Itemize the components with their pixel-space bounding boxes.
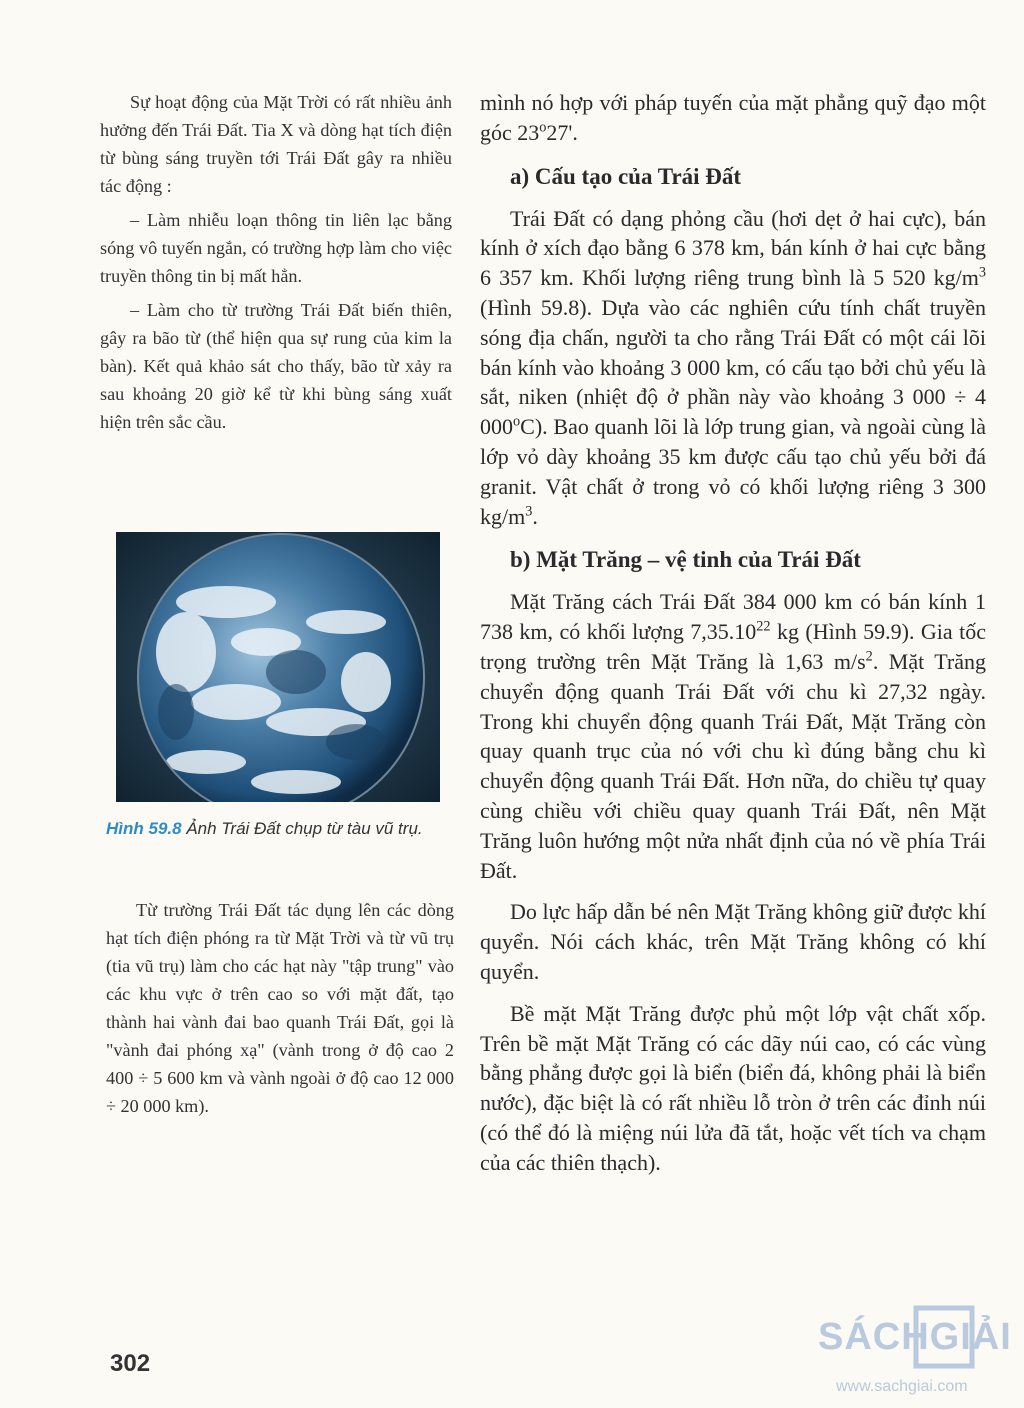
axis-tilt-end: 27'. xyxy=(546,119,578,145)
watermark-logo xyxy=(818,1302,1018,1402)
square-sup: 2 xyxy=(865,648,873,665)
earth-image xyxy=(116,532,440,802)
moon-text-2: kg (Hình 59.9). Gia tốc trọng trường trên Mặt Trăng là 1,63 m/s xyxy=(480,619,986,674)
degree-sup: o xyxy=(539,119,547,136)
left-column-bottom xyxy=(106,896,454,1120)
paragraph-radio-interference: – Làm nhiễu loạn thông tin liên lạc bằng sóng vô tuyến ngắn, có trường hợp làm cho việc truyền thông tin bị mất hẳn. xyxy=(100,210,452,286)
paragraph-solar-activity: Sự hoạt động của Mặt Trời có rất nhiều ảnh hưởng đến Trái Đất. Tia X và dòng hạt tích điện từ bùng sáng truyền tới Trái Đất gây ra nhiều tác động : xyxy=(100,92,452,196)
page-number: 302 xyxy=(110,1350,151,1377)
paragraph-magnetic-storm: – Làm cho từ trường Trái Đất biến thiên, gây ra bão từ (thể hiện qua sự rung của kim la bàn). Kết quả khảo sát cho thấy, bão từ xảy ra sau khoảng 20 giờ kể từ khi bùng sáng xuất hiện trên sắc cầu. xyxy=(100,300,452,432)
figure-caption-text: Ảnh Trái Đất chụp từ tàu vũ trụ. xyxy=(186,819,423,838)
moon-text-3: . Mặt Trăng chuyển động quanh Trái Đất với chu kì 27,32 ngày. Trong khi chuyển động quanh Trái Đất, Mặt Trăng còn quay quanh trục của nó với chu kì đúng bằng chu kì chuyển động quanh Trái Đất. Hơn nữa, do chiều tự quay cùng chiều với chiều quay quanh Trái Đất, nên Mặt Trăng luôn hướng một nửa nhất định của nó về phía Trái Đất. xyxy=(480,648,986,883)
heading-earth-structure: a) Cấu tạo của Trái Đất xyxy=(510,163,742,189)
left-column-top xyxy=(100,88,452,442)
paragraph-moon-surface: Bề mặt Mặt Trăng được phủ một lớp vật chất xốp. Trên bề mặt Mặt Trăng có các dãy núi cao, có các vùng bằng phẳng được gọi là biển (biển đá, không phải là biển nước), đặc biệt là có rất nhiều lỗ tròn ở trên các đỉnh núi (có thể đó là miệng núi lửa đã tắt, hoặc vết tích va chạm của các thiên thạch). xyxy=(480,1000,986,1175)
exponent-sup: 22 xyxy=(756,618,771,635)
earth-structure-text-2: (Hình 59.8). Dựa vào các nghiên cứu tính chất truyền sóng địa chấn, người ta cho rằng Trái Đất có một cái lõi bán kính vào khoảng 3 000 km, có cấu tạo bởi chủ yếu là sắt, niken (nhiệt độ ở phần này vào khoảng 3 000 ÷ 4 000 xyxy=(480,294,986,440)
paragraph-earth-structure xyxy=(480,204,986,532)
paragraph-radiation-belt: Từ trường Trái Đất tác dụng lên các dòng hạt tích điện phóng ra từ Mặt Trời và từ vũ trụ (tia vũ trụ) làm cho các hạt này "tập trung" vào các khu vực ở trên cao so với mặt đất, tạo thành hai vành đai bao quanh Trái Đất, gọi là "vành đai phóng xạ" (vành trong ở độ cao 2 400 ÷ 5 600 km và vành ngoài ở độ cao 12 000 ÷ 20 000 km). xyxy=(106,900,454,1116)
heading-moon: b) Mặt Trăng – vệ tinh của Trái Đất xyxy=(510,547,861,573)
paragraph-moon-facts xyxy=(480,587,986,885)
cube-sup-1: 3 xyxy=(978,264,986,281)
watermark-brand: SÁCHGIẢI xyxy=(818,1316,1012,1358)
earth-structure-text-1: Trái Đất có dạng phỏng cầu (hơi dẹt ở hai cực), bán kính ở xích đạo bằng 6 378 km, bán kính ở hai cực bằng 6 357 km. Khối lượng riêng trung bình là 5 520 kg/m xyxy=(480,205,986,291)
earth-structure-text-3: C). Bao quanh lõi là lớp trung gian, và ngoài cùng là lớp vỏ dày khoảng 35 km được cấu tạo chủ yếu bởi đá granit. Vật chất ở trong vỏ có khối lượng riêng 3 300 kg/m xyxy=(480,414,986,529)
figure-number: Hình 59.8 xyxy=(106,819,182,838)
earth-structure-end: . xyxy=(532,503,538,529)
paragraph-axis-tilt xyxy=(480,88,986,148)
moon-text-1: Mặt Trăng cách Trái Đất 384 000 km có bán kính 1 738 km, có khối lượng 7,35.10 xyxy=(480,589,986,645)
degree-sup-2: o xyxy=(513,413,521,430)
earth-photo xyxy=(116,532,440,802)
axis-tilt-text: mình nó hợp với pháp tuyến của mặt phẳng quỹ đạo một góc 23 xyxy=(480,90,986,145)
figure-caption xyxy=(106,816,458,842)
watermark-url: www.sachgiai.com xyxy=(836,1378,968,1395)
right-column xyxy=(480,88,986,1190)
paragraph-moon-atmosphere: Do lực hấp dẫn bé nên Mặt Trăng không giữ được khí quyển. Nói cách khác, trên Mặt Trăng không có khí quyển. xyxy=(480,899,986,984)
cube-sup-2: 3 xyxy=(525,503,533,520)
